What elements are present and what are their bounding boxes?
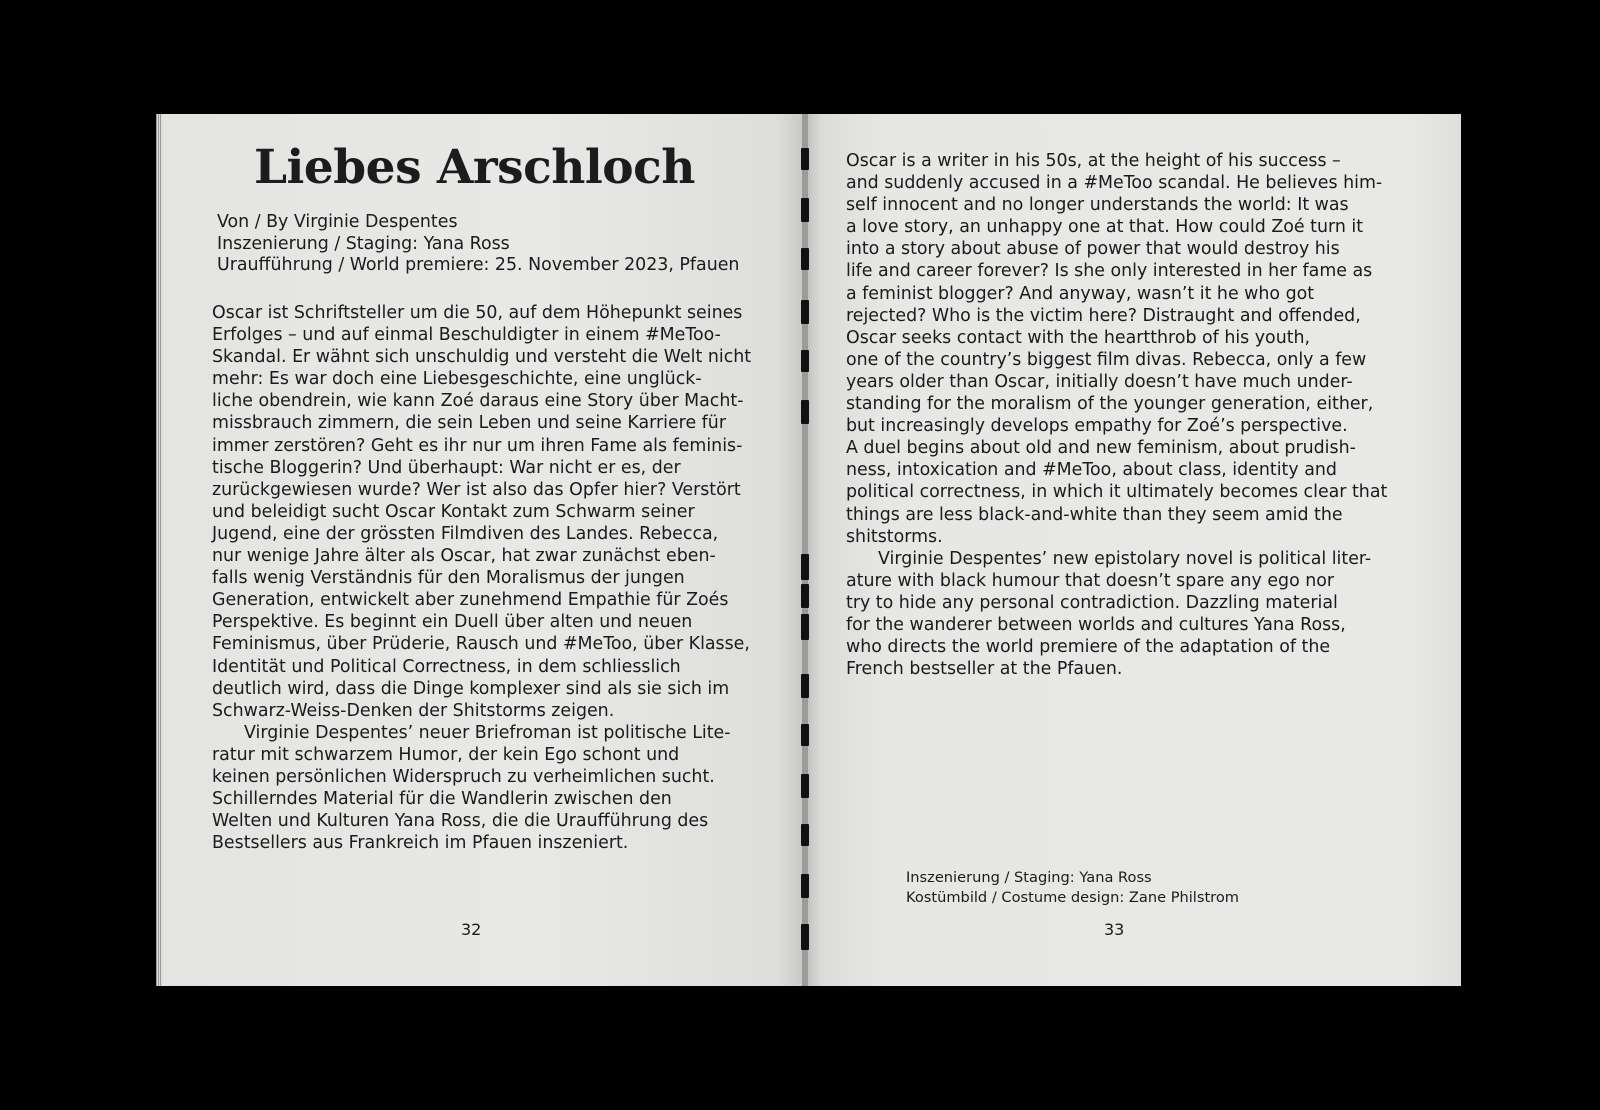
- body-line: and suddenly accused in a #MeToo scandal. He believes him-: [846, 173, 1383, 194]
- stitch-mark: [801, 614, 809, 640]
- body-line: things are less black-and-white than they seem amid the: [846, 504, 1343, 525]
- stitch-mark: [801, 824, 809, 846]
- english-body-text: [846, 150, 1387, 680]
- body-line: missbrauch zimmern, die sein Leben und seine Karriere für: [212, 413, 726, 434]
- body-line: but increasingly develops empathy for Zoé’s perspective.: [846, 416, 1348, 437]
- body-line: Jugend, eine der grössten Filmdiven des Landes. Rebecca,: [212, 523, 719, 544]
- body-line: Skandal. Er wähnt sich unschuldig und versteht die Welt nicht: [212, 347, 752, 368]
- body-line: into a story about abuse of power that would destroy his: [846, 239, 1340, 260]
- body-line: Schwarz-Weiss-Denken der Shitstorms zeigen.: [212, 700, 615, 721]
- body-line: zurückgewiesen wurde? Wer ist also das Opfer hier? Verstört: [212, 479, 741, 500]
- page-number-left: 32: [461, 920, 482, 939]
- body-line: tische Bloggerin? Und überhaupt: War nicht er es, der: [212, 457, 681, 478]
- body-line: liche obendrein, wie kann Zoé daraus eine Story über Macht-: [212, 391, 744, 412]
- body-line: years older than Oscar, initially doesn’t have much under-: [846, 371, 1353, 392]
- body-line: Oscar is a writer in his 50s, at the height of his success –: [846, 151, 1341, 171]
- body-line: Perspektive. Es beginnt ein Duell über alten und neuen: [212, 612, 693, 633]
- stitch-mark: [801, 774, 809, 798]
- body-line: Identität und Political Correctness, in dem schliesslich: [212, 656, 681, 677]
- stitch-mark: [801, 554, 809, 580]
- page-number-right: 33: [1104, 920, 1125, 939]
- book-spread: [156, 114, 1461, 986]
- body-line: French bestseller at the Pfauen.: [846, 659, 1123, 680]
- stitch-mark: [801, 300, 809, 324]
- body-line: falls wenig Verständnis für den Moralismus der jungen: [212, 568, 685, 589]
- body-line: nur wenige Jahre älter als Oscar, hat zwar zunächst eben-: [212, 546, 716, 567]
- credit-line: Inszenierung / Staging: Yana Ross: [906, 869, 1152, 886]
- body-line: immer zerstören? Geht es ihr nur um ihren Fame als feminis-: [212, 435, 743, 456]
- body-line: Virginie Despentes’ neuer Briefroman ist politische Lite-: [244, 722, 731, 743]
- credit-line: Kostümbild / Costume design: Zane Philstrom: [906, 888, 1240, 906]
- body-line: ratur mit schwarzem Humor, der kein Ego schont und: [212, 744, 680, 765]
- stitch-mark: [801, 674, 809, 698]
- body-line: keinen persönlichen Widerspruch zu verheimlichen sucht.: [212, 766, 715, 787]
- body-line: Schillerndes Material für die Wandlerin zwischen den: [212, 789, 672, 810]
- body-line: political correctness, in which it ultimately becomes clear that: [846, 482, 1388, 503]
- body-line: A duel begins about old and new feminism, about prudish-: [846, 438, 1356, 459]
- right-page-credits: [906, 868, 1239, 907]
- body-line: for the wanderer between worlds and cultures Yana Ross,: [846, 614, 1346, 635]
- stitch-mark: [801, 400, 809, 424]
- body-line: who directs the world premiere of the adaptation of the: [846, 637, 1331, 658]
- credit-line: Inszenierung / Staging: Yana Ross: [217, 233, 510, 254]
- stitch-mark: [801, 874, 809, 898]
- body-line: Generation, entwickelt aber zunehmend Empathie für Zoés: [212, 590, 729, 611]
- body-line: und beleidigt sucht Oscar Kontakt zum Schwarm seiner: [212, 501, 695, 522]
- body-line: standing for the moralism of the younger generation, either,: [846, 394, 1374, 415]
- body-line: Virginie Despentes’ new epistolary novel is political liter-: [878, 548, 1372, 569]
- stitch-mark: [801, 198, 809, 222]
- body-line: rejected? Who is the victim here? Distraught and offended,: [846, 305, 1361, 326]
- body-line: try to hide any personal contradiction. Dazzling material: [846, 592, 1338, 613]
- stitch-mark: [801, 584, 809, 608]
- body-line: Erfolges – und auf einmal Beschuldigter in einem #MeToo-: [212, 325, 721, 346]
- body-line: a feminist blogger? And anyway, wasn’t it he who got: [846, 283, 1315, 304]
- stitch-mark: [801, 248, 809, 270]
- body-line: shitstorms.: [846, 526, 943, 547]
- left-page: [156, 114, 802, 986]
- stitch-mark: [801, 924, 809, 950]
- page-title: Liebes Arschloch: [254, 140, 695, 195]
- body-line: one of the country’s biggest film divas. Rebecca, only a few: [846, 349, 1367, 370]
- body-line: mehr: Es war doch eine Liebesgeschichte, eine unglück-: [212, 369, 702, 390]
- body-line: ness, intoxication and #MeToo, about class, identity and: [846, 460, 1337, 481]
- body-line: Bestsellers aus Frankreich im Pfauen inszeniert.: [212, 833, 629, 854]
- body-line: Welten und Kulturen Yana Ross, die die Uraufführung des: [212, 811, 709, 832]
- body-line: ature with black humour that doesn’t spare any ego nor: [846, 570, 1335, 591]
- stitch-mark: [801, 724, 809, 746]
- body-line: a love story, an unhappy one at that. How could Zoé turn it: [846, 217, 1364, 238]
- body-line: self innocent and no longer understands the world: It was: [846, 195, 1349, 216]
- right-page: [808, 114, 1461, 986]
- body-line: Oscar seeks contact with the heartthrob of his youth,: [846, 327, 1311, 348]
- body-line: Feminismus, über Prüderie, Rausch und #MeToo, über Klasse,: [212, 634, 750, 655]
- body-line: life and career forever? Is she only interested in her fame as: [846, 261, 1373, 282]
- credit-line: Von / By Virginie Despentes: [217, 212, 458, 232]
- body-line: Oscar ist Schriftsteller um die 50, auf dem Höhepunkt seines: [212, 303, 743, 323]
- german-body-text: [212, 302, 751, 854]
- production-credits: [217, 212, 739, 277]
- stitch-mark: [801, 350, 809, 372]
- stitch-mark: [801, 148, 809, 170]
- body-line: deutlich wird, dass die Dinge komplexer sind als sie sich im: [212, 678, 730, 699]
- credit-line: Uraufführung / World premiere: 25. November 2023, Pfauen: [217, 255, 740, 276]
